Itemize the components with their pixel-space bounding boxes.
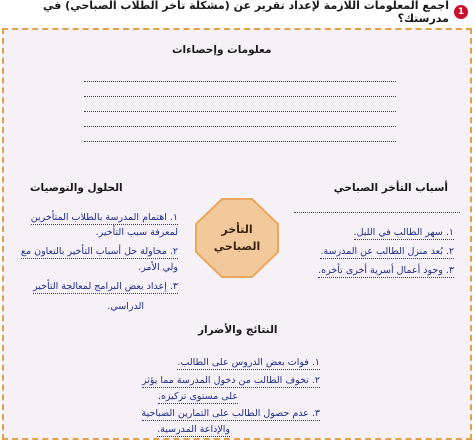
solutions-section-title: الحلول والتوصيات (30, 182, 123, 194)
info-line-2[interactable] (84, 96, 396, 97)
results-item-3[interactable]: ٣. عدم حصول الطالب على التمارين الصباحية (141, 408, 320, 419)
question-header (6, 0, 468, 25)
info-line-1[interactable] (84, 81, 396, 82)
center-topic-shape (194, 197, 280, 279)
causes-item-1[interactable]: ١. سهر الطالب في الليل. (353, 227, 454, 238)
causes-item-2[interactable]: ٢. بُعد منزل الطالب عن المدرسة. (320, 246, 454, 257)
solutions-item-1[interactable]: ١. اهتمام المدرسة بالطلاب المتأخرين (30, 212, 178, 223)
results-item-2-cont[interactable]: على مستوى تركيزه. (157, 391, 238, 402)
question-number-badge: 1 (454, 5, 468, 19)
info-line-5[interactable] (84, 141, 396, 142)
solutions-item-1-cont: لمعرفة سبب التأخير. (95, 227, 178, 238)
info-line-4[interactable] (84, 126, 396, 127)
causes-blank-line[interactable] (294, 212, 460, 213)
causes-item-3[interactable]: ٣. وجود أعمال أسرية أخرى تأخره. (318, 265, 454, 276)
question-text: اجمع المعلومات اللازمة لإعداد تقرير عن (مشكلة تأخر الطلاب الصباحي) في مدرستك؟ (43, 0, 449, 25)
info-section-title: معلومات وإحصاءات (172, 44, 272, 56)
solutions-item-3[interactable]: ٣. إعداد بعض البرامج لمعالجة التأخير (32, 281, 178, 292)
solutions-item-2[interactable]: ٢. محاولة حل أسباب التأخير بالتعاون مع (20, 246, 178, 257)
causes-section-title: أسباب التأخر الصباحي (333, 182, 448, 194)
info-line-3[interactable] (84, 111, 396, 112)
results-item-1[interactable]: ١. فوات بعض الدروس على الطالب. (177, 357, 320, 368)
solutions-item-2-cont: ولي الأمر. (138, 262, 178, 273)
results-section-title: النتائج والأضرار (198, 324, 278, 336)
center-topic-line-1: التأخر (221, 223, 253, 236)
results-item-2[interactable]: ٢. تخوف الطالب من دخول المدرسة مما يؤثر (141, 375, 320, 386)
results-item-3-cont[interactable]: والإذاعة المدرسية. (157, 424, 230, 435)
solutions-item-3-cont: الدراسي. (107, 301, 144, 312)
center-topic-line-2: الصباحي (213, 240, 261, 253)
